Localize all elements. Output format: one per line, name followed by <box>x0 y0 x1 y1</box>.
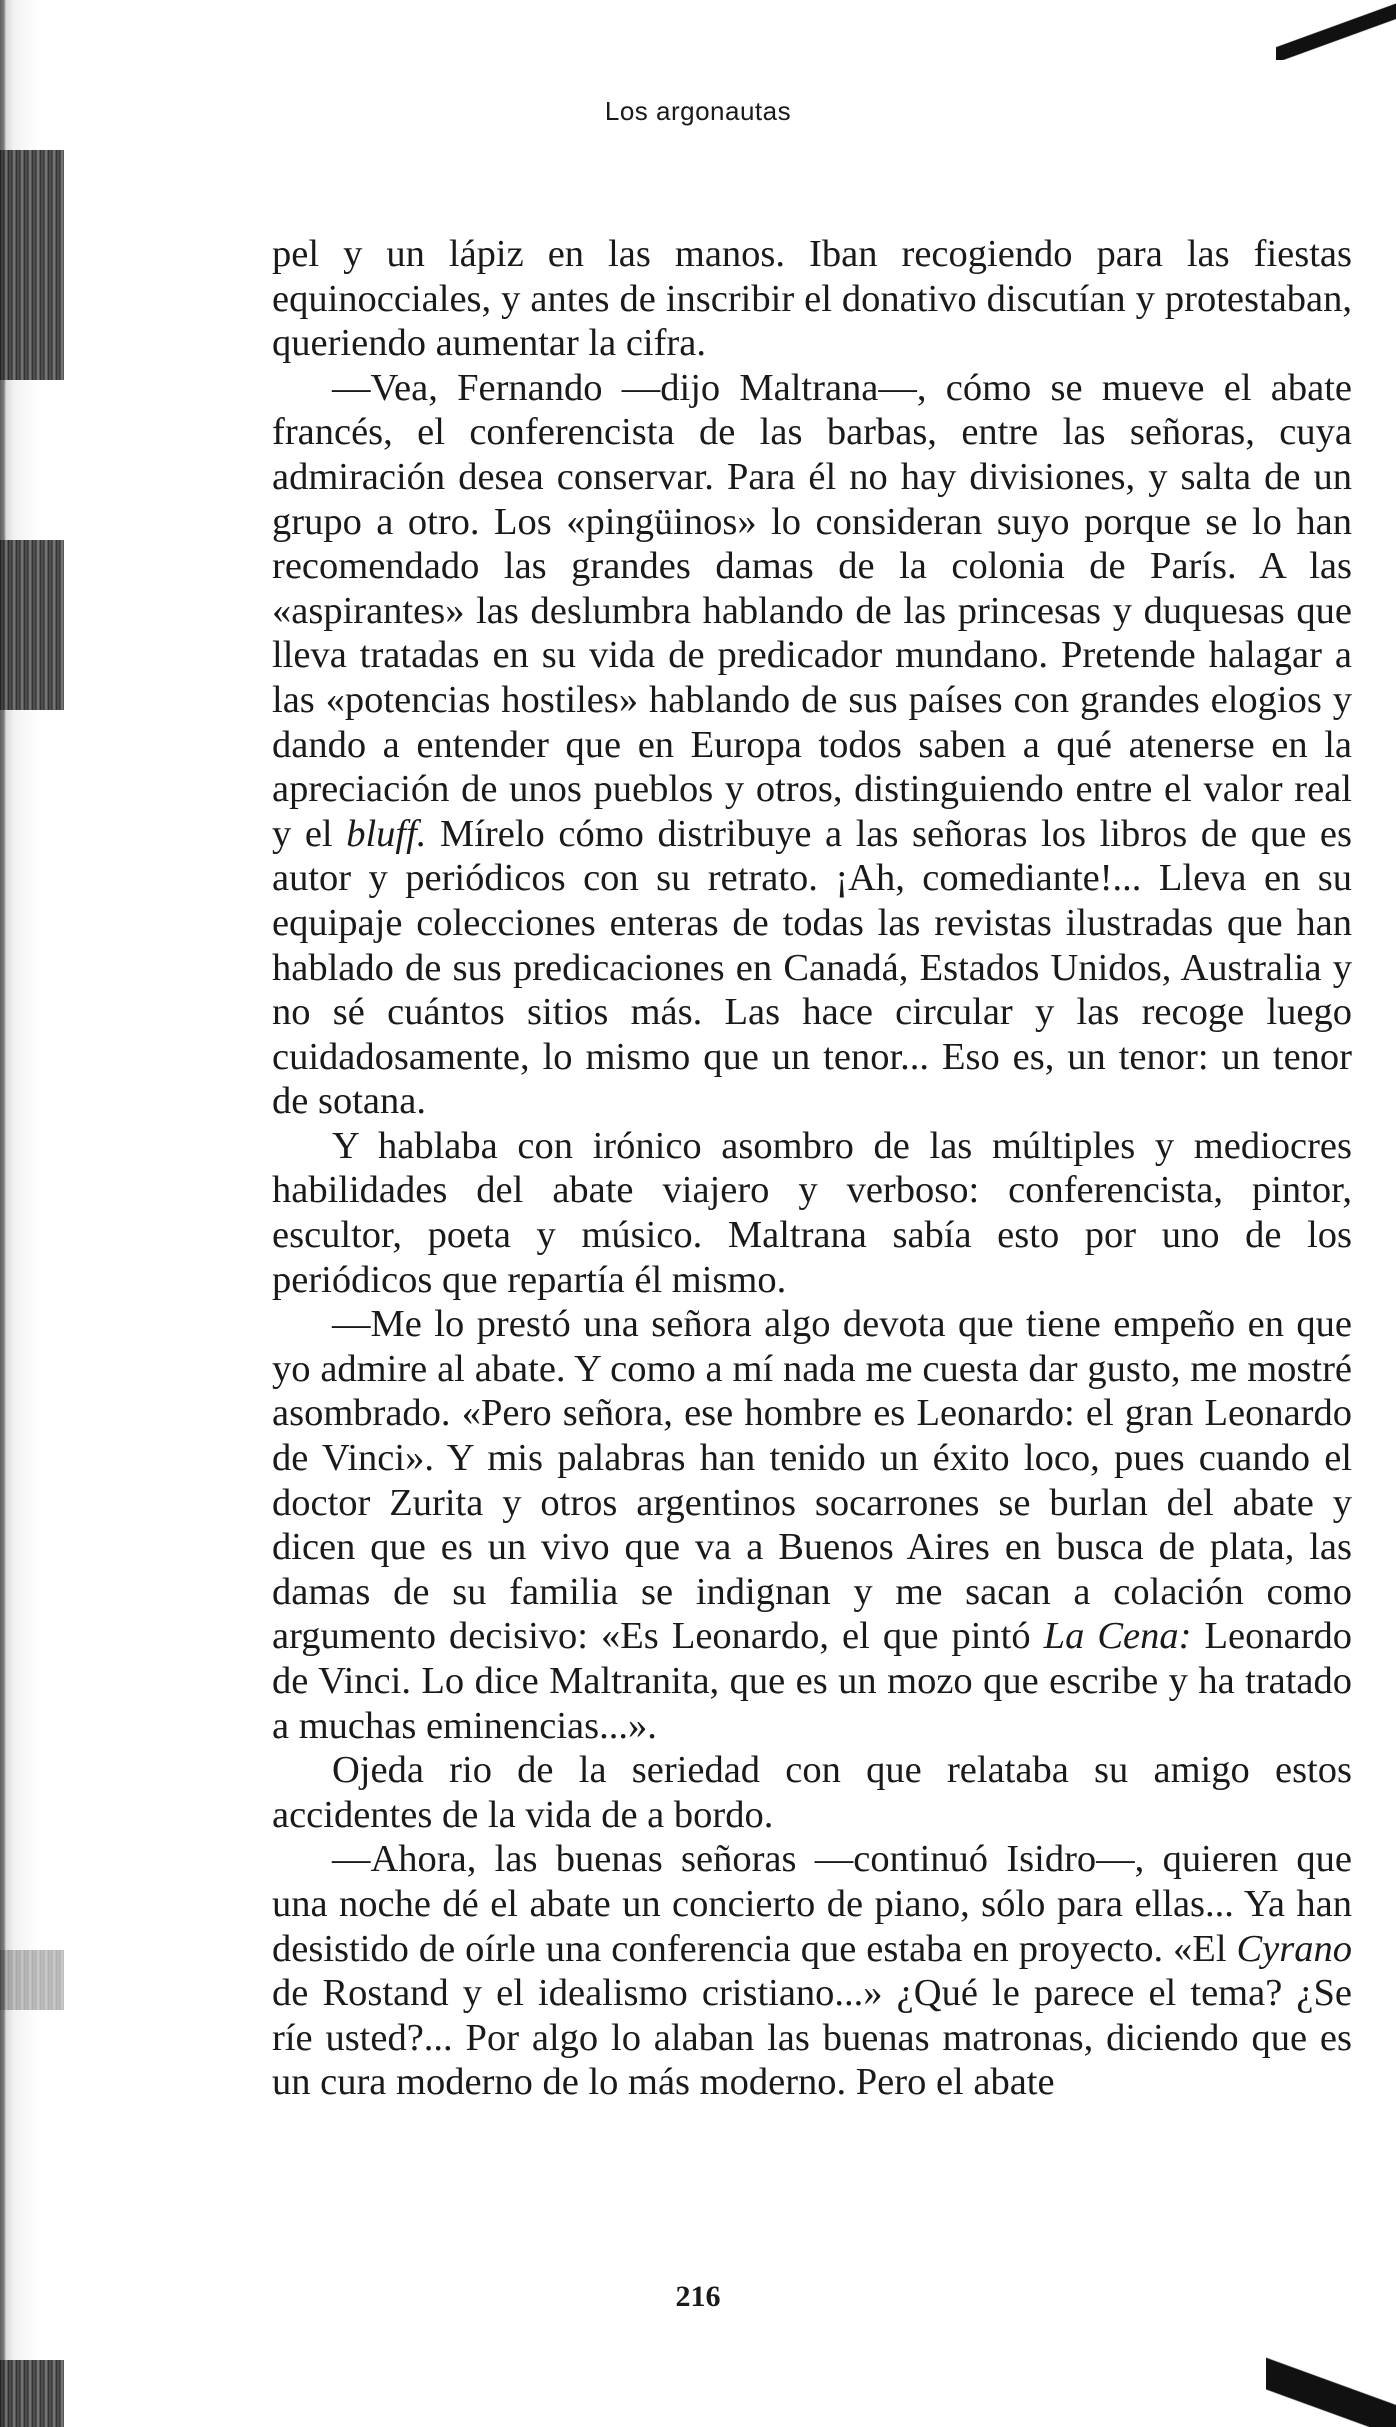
italic-title: La Cena: <box>1043 1615 1192 1658</box>
italic-title: Cyrano <box>1236 1927 1352 1970</box>
italic-word: bluff. <box>346 812 427 855</box>
paragraph <box>272 1837 1352 2105</box>
scan-corner-bottom <box>1266 2347 1396 2427</box>
paragraph-text: —Vea, Fernando —dijo Maltrana—, cómo se mueve el abate francés, el conferencista de las barbas, entre las señoras, cuya admiración desea conservar. Para él no hay divisiones, y salta de un grupo a otro. Los «pingüinos» lo consideran suyo porque se lo han recomendado las grandes damas de la colonia de París. A las «aspirantes» las deslumbra hablando de las princesas y duquesas que lleva tratadas en su vida de predicador mundano. Pretende halagar a las «potencias hostiles» hablando de sus países con grandes elogios y dando a entender que en Europa todos saben a qué atenerse en la apreciación de unos pueblos y otros, distinguiendo entre el valor real y el <box>272 366 1352 855</box>
paragraph: pel y un lápiz en las manos. Iban recogiendo para las fiestas equinocciales, y antes de inscribir el donativo discutían y protestaban, queriendo aumentar la cifra. <box>272 233 1352 365</box>
running-header: Los argonautas <box>604 96 792 126</box>
paragraph: Ojeda rio de la seriedad con que relataba su amigo estos accidentes de la vida de a bordo. <box>272 1749 1352 1836</box>
paragraph-text: —Ahora, las buenas señoras —continuó Isidro—, quieren que una noche dé el abate un concierto de piano, sólo para ellas... Ya han desistido de oírle una conferencia que estaba en proyecto. «El <box>272 1838 1352 1970</box>
paragraph <box>272 366 1352 1124</box>
page-body <box>272 232 1352 2105</box>
paragraph: Y hablaba con irónico asombro de las múltiples y mediocres habilidades del abate viajero y verboso: conferencista, pintor, escultor, poeta y músico. Maltrana sabía esto por uno de los periódicos que repartía él mismo. <box>272 1124 1352 1301</box>
scan-edge-mark <box>0 1950 64 2010</box>
scan-edge-mark <box>0 2360 64 2427</box>
paragraph <box>272 1302 1352 1748</box>
paragraph-text: —Me lo prestó una señora algo devota que tiene empeño en que yo admire al abate. Y como a mí nada me cuesta dar gusto, me mostré asombrado. «Pero señora, ese hombre es Leonardo: el gran Leonardo de Vinci». Y mis palabras han tenido un éxito loco, pues cuando el doctor Zurita y otros argentinos socarrones se burlan del abate y dicen que es un vivo que va a Buenos Aires en busca de plata, las damas de su familia se indignan y me sacan a colación como argumento decisivo: «Es Leonardo, el que pintó <box>272 1303 1352 1658</box>
scan-corner-top <box>1276 0 1396 60</box>
scan-edge-mark <box>0 540 64 710</box>
paragraph-text: Mírelo cómo distribuye a las señoras los libros de que es autor y periódicos con su retrato. ¡Ah, comediante!... Lleva en su equipaje colecciones enteras de todas las revistas ilustradas que han hablado de sus predicaciones en Canadá, Estados Unidos, Australia y no sé cuántos sitios más. Las hace circular y las recoge luego cuidadosamente, lo mismo que un tenor... Eso es, un tenor: un tenor de sotana. <box>272 812 1352 1123</box>
page-number: 216 <box>675 2280 721 2313</box>
paragraph-text: de Rostand y el idealismo cristiano...» ¿Qué le parece el tema? ¿Se ríe usted?... Por algo lo alaban las buenas matronas, diciendo que es un cura moderno de lo más moderno. Pero el abate <box>272 1972 1352 2104</box>
scan-edge-mark <box>0 150 64 380</box>
paragraph-text: Leonardo de Vinci. Lo dice Maltranita, que es un mozo que escribe y ha tratado a muchas eminencias...». <box>272 1615 1353 1747</box>
